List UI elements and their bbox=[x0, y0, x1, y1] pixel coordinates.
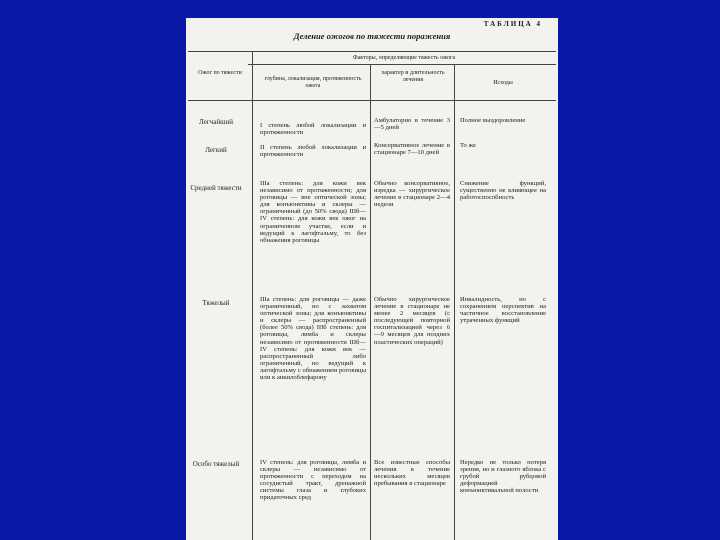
depth-cell: IIIа степень: для кожи век независимо от протяженности; для роговицы — вне оптической зоны; для конъюнктивы и склеры — ограниченный (до 50% свода) IIIб—IV степень: для кожи век ожог на ограниченном участке, если и ведущий к лагофтальму, то без обнажения роговицы bbox=[260, 180, 366, 244]
table-top-rule bbox=[188, 51, 556, 52]
header-outcome: Исходы bbox=[493, 80, 513, 86]
header-degree: Ожог по тяжести bbox=[198, 70, 242, 76]
degree-label: Средней тяжести bbox=[190, 184, 242, 192]
header-bottom-rule bbox=[188, 100, 556, 101]
table-title: Деление ожогов по тяжести поражения bbox=[293, 31, 451, 41]
treatment-cell: Все известные способы лечения в течение нескольких месяцев пребывания в стационаре bbox=[374, 459, 450, 488]
outcome-cell: Полное выздоровление bbox=[460, 117, 526, 124]
depth-cell: IIIа степень: для роговицы — даже ограниченный, но с захватом оптической зоны; для конъюнктивы и склеры — распространенный (более 50% свода) IIIб степень: для роговицы, лимба и склеры независимо от протяженности IIIб—IV степень: для кожи век — распространенный либо ограниченный, но ведущий к лагофтальму с обнажением роговицы или к анкилоблефарону bbox=[260, 296, 366, 382]
outcome-cell: То же bbox=[460, 142, 476, 149]
header-treatment: характер и длительность лечения bbox=[381, 70, 445, 83]
degree-label: Легчайший bbox=[199, 118, 233, 126]
degree-label: Особо тяжелый bbox=[192, 460, 240, 468]
treatment-cell: Консервативное лечение в стационаре 7—10 дней bbox=[374, 142, 450, 157]
column-divider-3 bbox=[454, 64, 455, 540]
column-divider-2 bbox=[370, 64, 371, 540]
treatment-cell: Амбулаторно в течение 3—5 дней bbox=[374, 117, 450, 132]
header-factors: Факторы, определяющие тяжесть ожога bbox=[352, 55, 456, 61]
treatment-cell: Обычно хирургическое лечение в стационаре не менее 2 месяцев (с последующей повторной госпитализацией через 6—9 месяцев для поздних пластических операций) bbox=[374, 296, 450, 346]
degree-label: Легкий bbox=[205, 146, 227, 154]
header-group-rule bbox=[248, 64, 556, 65]
column-divider-1 bbox=[252, 51, 253, 540]
outcome-cell: Нередко не только потеря зрения, но и глазного яблока с грубой рубцовой деформацией конъюнктивальной полости bbox=[460, 459, 546, 495]
outcome-cell: Снижение функций, существенно не влияющее на работоспособность bbox=[460, 180, 546, 202]
depth-cell: II степень любой локализации и протяженности bbox=[260, 144, 366, 159]
table-number: ТАБЛИЦА 4 bbox=[483, 20, 542, 28]
depth-cell: IV степень: для роговицы, лимба и склеры — независимо от протяженности с переходом на сосудистый тракт, дренажной системы глаза и глубоких придаточных сред bbox=[260, 459, 366, 502]
depth-cell: I степень любой локализации и протяженности bbox=[260, 122, 366, 137]
outcome-cell: Инвалидность, но с сохранением перспектив на частичное восстановление утраченных функций bbox=[460, 296, 546, 325]
header-depth: глубина, локализация, протяженность ожога bbox=[264, 76, 362, 89]
scanned-page bbox=[186, 18, 558, 540]
treatment-cell: Обычно консервативное, изредка — хирургическое лечение в стационаре 2—4 недели bbox=[374, 180, 450, 209]
degree-label: Тяжелый bbox=[202, 299, 230, 307]
